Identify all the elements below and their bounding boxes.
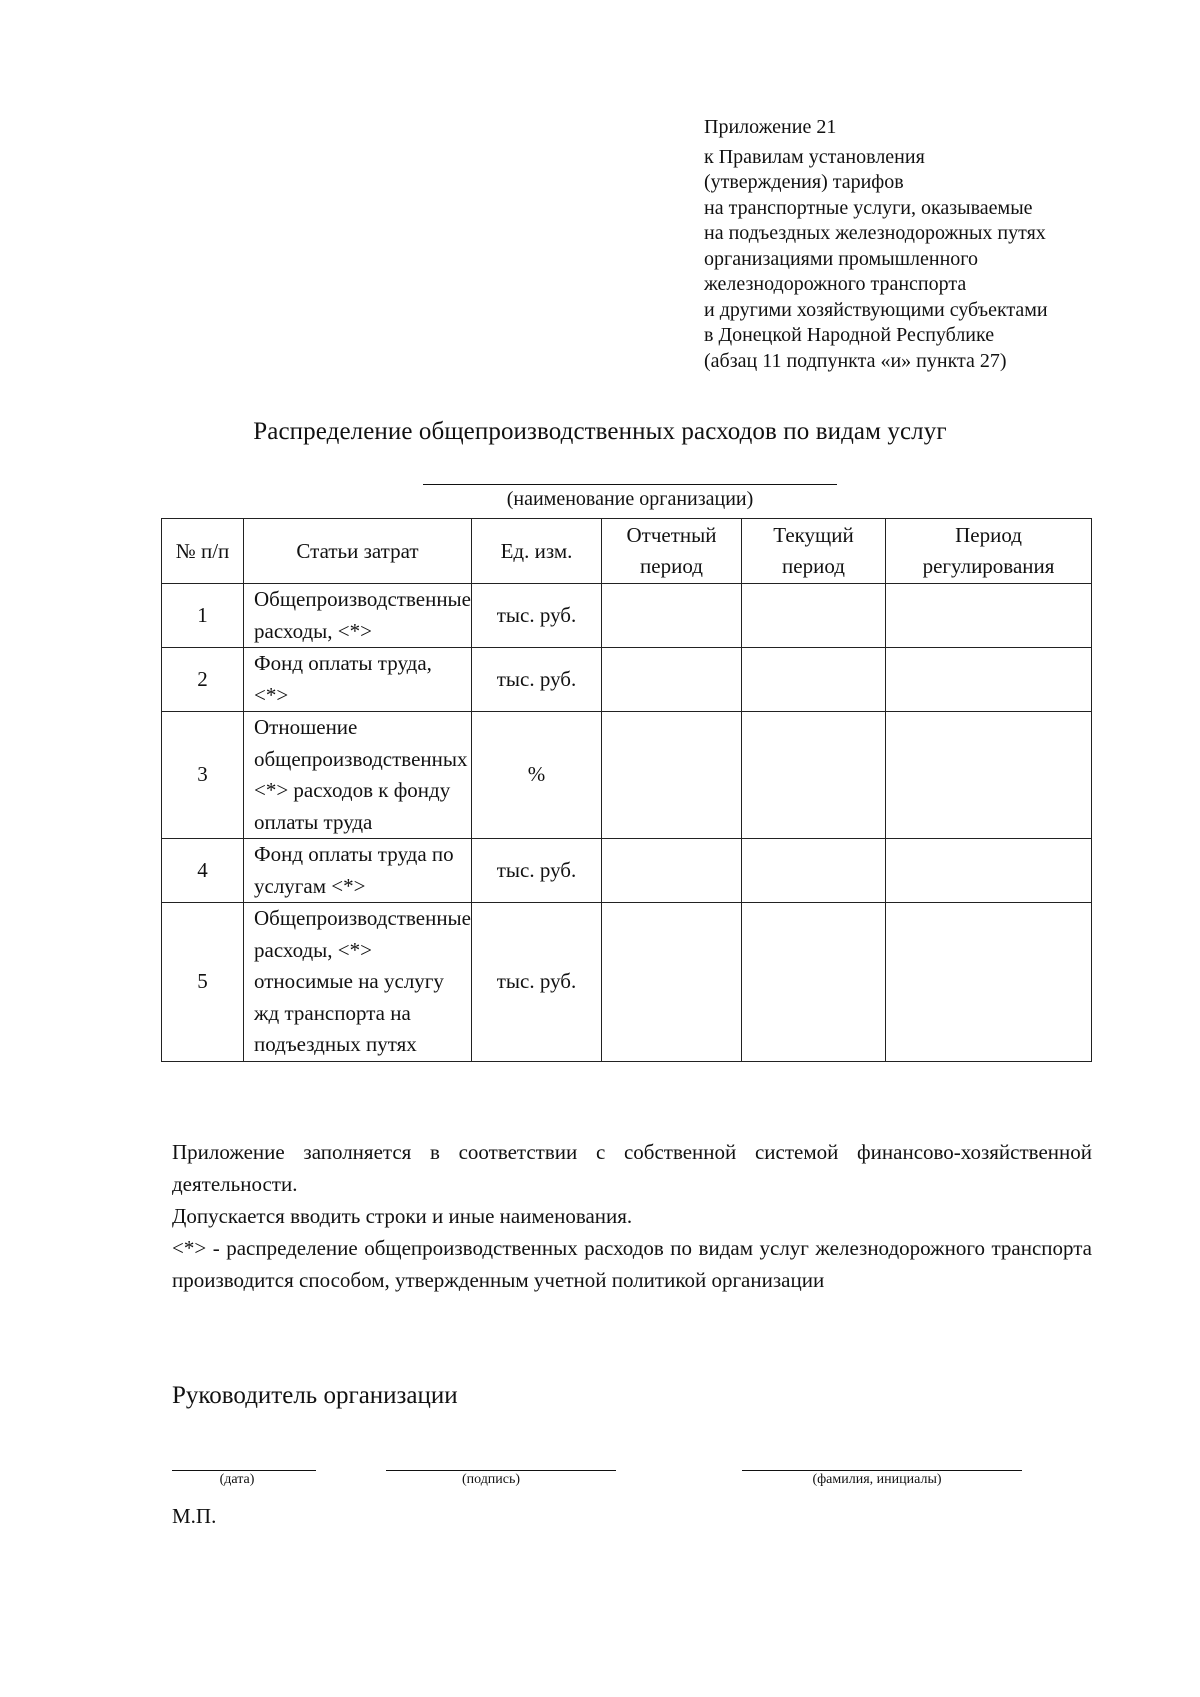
- cell-regulation-period[interactable]: [886, 584, 1092, 648]
- cell-reporting-period[interactable]: [602, 712, 742, 839]
- note-extra-rows: Допускается вводить строки и иные наименования.: [172, 1204, 633, 1228]
- row-number: 3: [162, 712, 244, 839]
- row-unit: тыс. руб.: [472, 584, 602, 648]
- cell-current-period[interactable]: [742, 584, 886, 648]
- organization-name-caption: (наименование организации): [506, 488, 754, 510]
- row-unit: %: [472, 712, 602, 839]
- table-row: [162, 839, 1092, 903]
- cell-regulation-period[interactable]: [886, 712, 1092, 839]
- appendix-line: (абзац 11 подпункта «и» пункта 27): [704, 349, 1007, 372]
- row-item: Отношение общепроизводственных <*> расходов к фонду оплаты труда: [244, 712, 472, 839]
- appendix-line: (утверждения) тарифов: [704, 171, 904, 193]
- row-number: 5: [162, 903, 244, 1062]
- cell-regulation-period[interactable]: [886, 648, 1092, 712]
- row-item: Общепроизводственные расходы, <*>: [244, 584, 472, 648]
- note-fill-instruction: Приложение заполняется в соответствии с собственной системой финансово-хозяйственной деятельности.: [172, 1140, 1092, 1196]
- cell-regulation-period[interactable]: [886, 839, 1092, 903]
- signature-line[interactable]: [386, 1470, 616, 1471]
- appendix-line: и другими хозяйствующими субъектами: [704, 298, 1048, 321]
- column-header-item: Статьи затрат: [244, 519, 472, 584]
- row-number: 1: [162, 584, 244, 648]
- column-header-regulation-period: Период регулирования: [886, 519, 1092, 584]
- document-title: Распределение общепроизводственных расходов по видам услуг: [253, 418, 947, 445]
- notes-section: [172, 1136, 1092, 1296]
- name-initials-caption: (фамилия, инициалы): [812, 1472, 942, 1487]
- column-header-unit: Ед. изм.: [472, 519, 602, 584]
- cost-distribution-table: [161, 518, 1092, 1062]
- appendix-line: организациями промышленного: [704, 247, 979, 270]
- cell-reporting-period[interactable]: [602, 584, 742, 648]
- column-header-current-period: Текущий период: [742, 519, 886, 584]
- row-item: Фонд оплаты труда по услугам <*>: [244, 839, 472, 903]
- row-item: Фонд оплаты труда, <*>: [244, 648, 472, 712]
- row-number: 4: [162, 839, 244, 903]
- row-unit: тыс. руб.: [472, 839, 602, 903]
- name-initials-line[interactable]: [742, 1470, 1022, 1471]
- cell-current-period[interactable]: [742, 648, 886, 712]
- table-row: [162, 648, 1092, 712]
- appendix-line: к Правилам установления: [704, 145, 925, 168]
- date-caption: (дата): [219, 1472, 255, 1487]
- table-row: [162, 903, 1092, 1062]
- appendix-reference: [704, 115, 1124, 374]
- appendix-line: в Донецкой Народной Республике: [704, 324, 995, 346]
- appendix-line: железнодорожного транспорта: [704, 273, 967, 295]
- column-header-number: № п/п: [162, 519, 244, 584]
- row-item: Общепроизводственные расходы, <*> относимые на услугу жд транспорта на подъездных путях: [244, 903, 472, 1062]
- row-number: 2: [162, 648, 244, 712]
- row-unit: тыс. руб.: [472, 903, 602, 1062]
- cell-reporting-period[interactable]: [602, 903, 742, 1062]
- cell-reporting-period[interactable]: [602, 839, 742, 903]
- cell-current-period[interactable]: [742, 839, 886, 903]
- cell-current-period[interactable]: [742, 903, 886, 1062]
- appendix-line: Приложение 21: [704, 116, 837, 138]
- date-signature-line[interactable]: [172, 1470, 316, 1471]
- appendix-line: на подъездных железнодорожных путях: [704, 222, 1046, 244]
- table-row: [162, 584, 1092, 648]
- appendix-line: на транспортные услуги, оказываемые: [704, 196, 1033, 219]
- row-unit: тыс. руб.: [472, 648, 602, 712]
- table-header-row: [162, 519, 1092, 584]
- organization-name-line: [423, 484, 837, 485]
- cell-reporting-period[interactable]: [602, 648, 742, 712]
- cell-regulation-period[interactable]: [886, 903, 1092, 1062]
- stamp-place-label: М.П.: [172, 1504, 217, 1528]
- table-row: [162, 712, 1092, 839]
- cell-current-period[interactable]: [742, 712, 886, 839]
- signature-caption: (подпись): [461, 1472, 521, 1487]
- column-header-reporting-period: Отчетный период: [602, 519, 742, 584]
- head-of-organization-label: Руководитель организации: [172, 1382, 458, 1409]
- note-footnote: <*> - распределение общепроизводственных расходов по видам услуг железнодорожного транспорта производится способом, утвержденным учетной политикой организации: [172, 1236, 1092, 1292]
